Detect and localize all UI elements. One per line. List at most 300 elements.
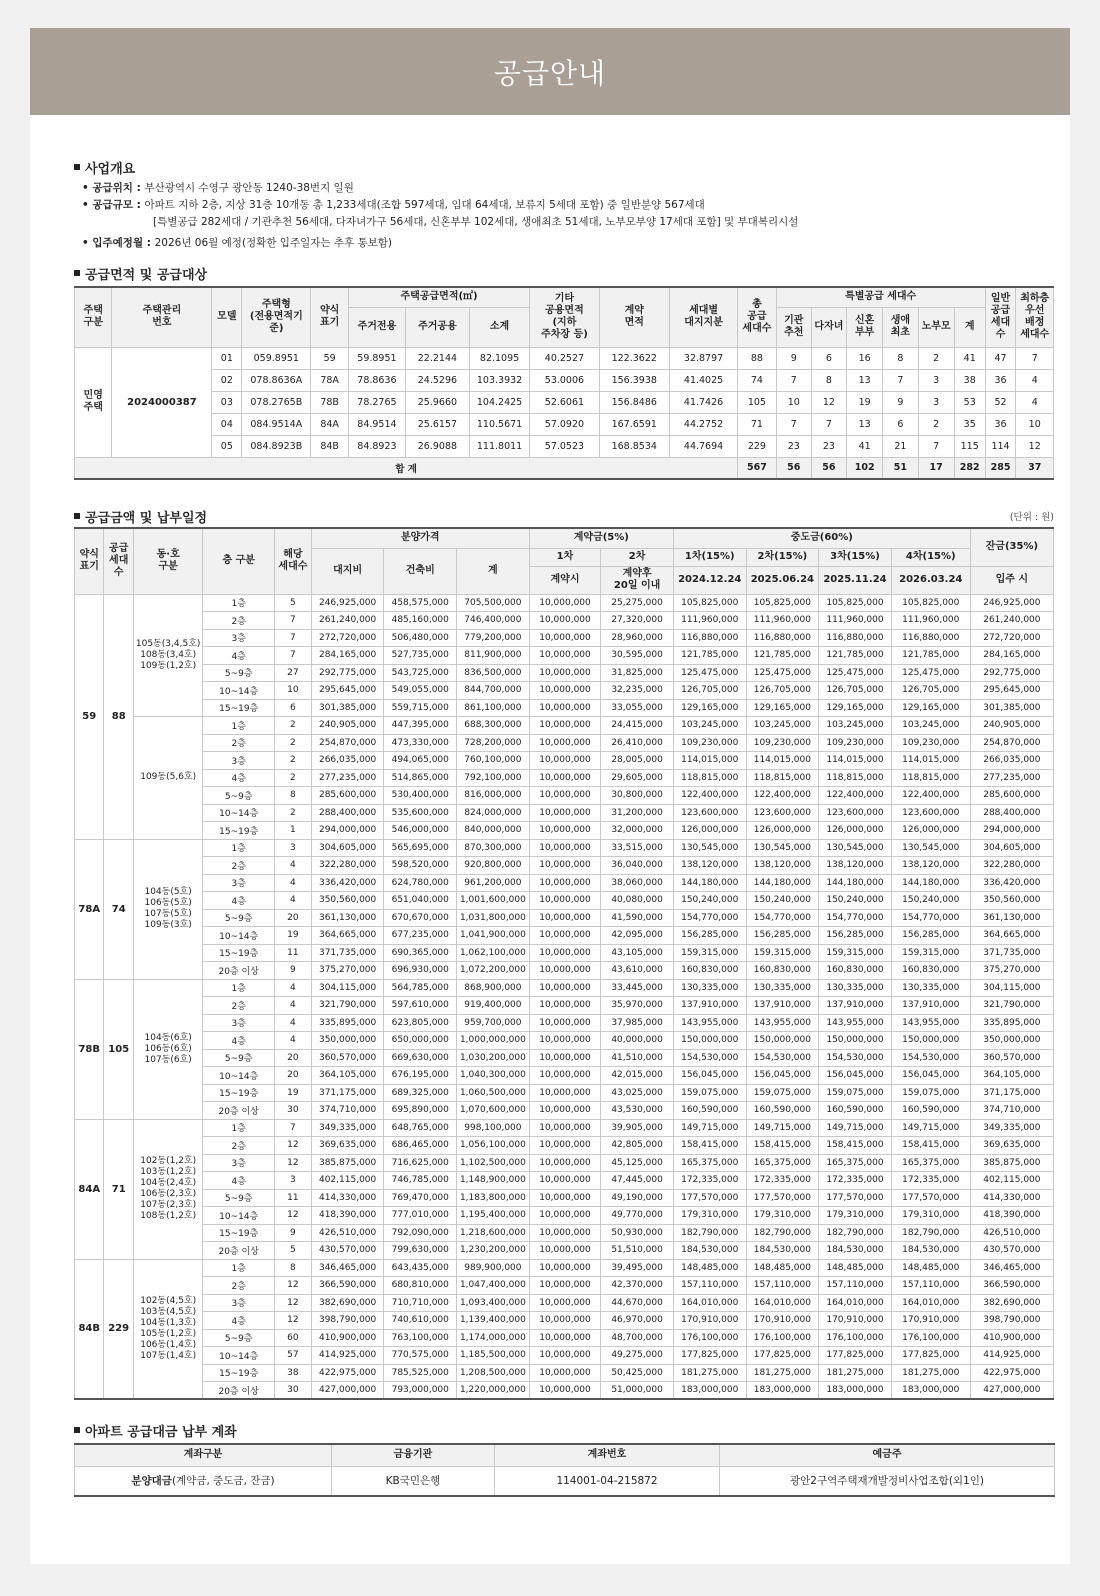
table-row — [75, 997, 1054, 1015]
table-cell: 126,705,000 — [673, 682, 746, 700]
table-cell: 989,900,000 — [457, 1259, 530, 1277]
table-cell: 45,125,000 — [601, 1154, 674, 1172]
table-cell: 779,200,000 — [457, 629, 530, 647]
table-cell: 266,035,000 — [970, 752, 1053, 770]
table-cell: 361,130,000 — [311, 909, 384, 927]
table-cell: 114,015,000 — [891, 752, 970, 770]
table-cell: 3층 — [203, 874, 275, 892]
table-cell: 130,545,000 — [891, 839, 970, 857]
table-cell: 184,530,000 — [891, 1242, 970, 1260]
table-cell: 10,000,000 — [529, 1084, 601, 1102]
table-cell: 30 — [274, 1102, 311, 1120]
table-cell: 793,000,000 — [384, 1382, 457, 1400]
type-abbr-cell: 59 — [75, 594, 104, 839]
table-cell: 32,000,000 — [601, 822, 674, 840]
table-cell: 51,000,000 — [601, 1382, 674, 1400]
header-type: 주택형 (전용면적기준) — [242, 287, 311, 347]
header-m4: 4차(15%) — [891, 548, 970, 566]
table-cell: 42,095,000 — [601, 927, 674, 945]
table-cell: 426,510,000 — [970, 1224, 1053, 1242]
table-cell: 1층 — [203, 839, 275, 857]
table-cell: 402,115,000 — [970, 1172, 1053, 1190]
table-cell: 168.8534 — [599, 435, 669, 457]
table-row — [75, 1014, 1054, 1032]
table-cell: 277,235,000 — [311, 769, 384, 787]
table-cell: 49,275,000 — [601, 1347, 674, 1365]
table-cell: 126,705,000 — [891, 682, 970, 700]
table-cell: 336,420,000 — [311, 874, 384, 892]
table-cell: 844,700,000 — [457, 682, 530, 700]
table-cell: 40,080,000 — [601, 892, 674, 910]
table-cell: 118,815,000 — [819, 769, 892, 787]
table-cell: 670,670,000 — [384, 909, 457, 927]
table-cell: 2 — [274, 717, 311, 735]
header-d1-when: 계약시 — [529, 566, 601, 594]
table-cell: 123,600,000 — [673, 804, 746, 822]
table-row — [75, 682, 1054, 700]
table-cell: 150,000,000 — [819, 1032, 892, 1050]
table-cell: 10 — [776, 391, 811, 413]
table-cell: 44.7694 — [669, 435, 737, 457]
table-cell: 361,130,000 — [970, 909, 1053, 927]
table-row — [75, 391, 1054, 413]
table-cell: 144,180,000 — [746, 874, 819, 892]
table-cell: 182,790,000 — [891, 1224, 970, 1242]
table-cell: 1,030,200,000 — [457, 1049, 530, 1067]
table-cell: 150,000,000 — [891, 1032, 970, 1050]
table-cell: 156,285,000 — [673, 927, 746, 945]
table-cell: 543,725,000 — [384, 664, 457, 682]
table-cell: 10,000,000 — [529, 1189, 601, 1207]
table-cell: 177,825,000 — [673, 1347, 746, 1365]
header-sp-newly: 신혼 부부 — [847, 307, 883, 347]
table-cell: 4층 — [203, 1172, 275, 1190]
table-cell: 177,570,000 — [891, 1189, 970, 1207]
account-header-type: 계좌구분 — [75, 1444, 332, 1466]
table-cell: 164,010,000 — [746, 1294, 819, 1312]
account-row — [75, 1466, 1055, 1496]
table-cell: 10~14층 — [203, 1067, 275, 1085]
dong-cell: 102동(1,2호) 103동(1,2호) 104동(2,4호) 106동(2,3호) 107동(2,3호) 108동(1,2호) — [133, 1119, 202, 1259]
table-cell: 01 — [212, 347, 242, 369]
table-cell: 159,075,000 — [819, 1084, 892, 1102]
table-cell: 159,315,000 — [746, 944, 819, 962]
table-cell: 126,000,000 — [746, 822, 819, 840]
table-cell: 176,100,000 — [891, 1329, 970, 1347]
price-heading: 공급금액 및 납부일정 — [74, 507, 207, 525]
table-cell: 126,705,000 — [746, 682, 819, 700]
table-cell: 31,200,000 — [601, 804, 674, 822]
total-cell: 51 — [883, 457, 918, 479]
table-cell: 430,570,000 — [970, 1242, 1053, 1260]
table-cell: 111,960,000 — [819, 612, 892, 630]
table-cell: 129,165,000 — [891, 699, 970, 717]
table-cell: 46,970,000 — [601, 1312, 674, 1330]
table-cell: 688,300,000 — [457, 717, 530, 735]
table-cell: 728,200,000 — [457, 734, 530, 752]
table-cell: 78B — [311, 391, 348, 413]
table-cell: 364,665,000 — [970, 927, 1053, 945]
table-cell: 1,148,900,000 — [457, 1172, 530, 1190]
table-cell: 261,240,000 — [970, 612, 1053, 630]
table-cell: 150,240,000 — [819, 892, 892, 910]
header-deposit: 계약금(5%) — [529, 528, 673, 548]
table-cell: 959,700,000 — [457, 1014, 530, 1032]
table-cell: 116,880,000 — [673, 629, 746, 647]
table-cell: 364,105,000 — [970, 1067, 1053, 1085]
table-row — [75, 1242, 1054, 1260]
table-cell: 427,000,000 — [970, 1382, 1053, 1400]
table-cell: 375,270,000 — [311, 962, 384, 980]
table-cell: 254,870,000 — [311, 734, 384, 752]
table-cell: 10,000,000 — [529, 734, 601, 752]
table-cell: 272,720,000 — [970, 629, 1053, 647]
table-cell: 105,825,000 — [746, 594, 819, 612]
table-cell: 364,665,000 — [311, 927, 384, 945]
table-cell: 1,060,500,000 — [457, 1084, 530, 1102]
table-cell: 7 — [1016, 347, 1054, 369]
table-cell: 167.6591 — [599, 413, 669, 435]
table-cell: 125,475,000 — [746, 664, 819, 682]
total-cell: 37 — [1016, 457, 1054, 479]
dong-cell: 105동(3,4,5호) 108동(3,4호) 109동(1,2호) — [133, 594, 202, 717]
table-cell: 24,415,000 — [601, 717, 674, 735]
account-type: 분양대금(계약금, 중도금, 잔금) — [75, 1466, 332, 1496]
table-cell: 156,045,000 — [819, 1067, 892, 1085]
table-cell: 53 — [954, 391, 985, 413]
table-cell: 870,300,000 — [457, 839, 530, 857]
table-cell: 118,815,000 — [891, 769, 970, 787]
table-cell: 182,790,000 — [819, 1224, 892, 1242]
table-cell: 57.0523 — [530, 435, 599, 457]
table-cell: 144,180,000 — [891, 874, 970, 892]
header-supply-area: 주택공급면적(㎡) — [348, 287, 529, 307]
table-cell: 10,000,000 — [529, 1154, 601, 1172]
total-cell: 282 — [954, 457, 985, 479]
table-cell: 266,035,000 — [311, 752, 384, 770]
table-cell: 12 — [274, 1207, 311, 1225]
table-cell: 41.7426 — [669, 391, 737, 413]
table-cell: 10,000,000 — [529, 962, 601, 980]
table-cell: 240,905,000 — [311, 717, 384, 735]
table-cell: 8 — [274, 787, 311, 805]
table-cell: 181,275,000 — [673, 1364, 746, 1382]
table-cell: 811,900,000 — [457, 647, 530, 665]
table-cell: 10,000,000 — [529, 804, 601, 822]
header-sp-multi: 다자녀 — [811, 307, 846, 347]
table-cell: 10,000,000 — [529, 822, 601, 840]
table-cell: 165,375,000 — [819, 1154, 892, 1172]
table-cell: 149,715,000 — [891, 1119, 970, 1137]
table-cell: 10,000,000 — [529, 909, 601, 927]
table-cell: 7 — [918, 435, 954, 457]
table-cell: 111,960,000 — [746, 612, 819, 630]
table-row — [75, 699, 1054, 717]
table-cell: 130,545,000 — [673, 839, 746, 857]
table-cell: 1,041,900,000 — [457, 927, 530, 945]
table-cell: 840,000,000 — [457, 822, 530, 840]
table-cell: 160,830,000 — [891, 962, 970, 980]
total-cell: 56 — [776, 457, 811, 479]
table-cell: 160,590,000 — [673, 1102, 746, 1120]
table-cell: 350,000,000 — [970, 1032, 1053, 1050]
table-cell: 350,560,000 — [970, 892, 1053, 910]
table-cell: 12 — [274, 1277, 311, 1295]
table-cell: 1,185,500,000 — [457, 1347, 530, 1365]
table-cell: 33,515,000 — [601, 839, 674, 857]
table-cell: 74 — [738, 369, 776, 391]
table-cell: 21 — [883, 435, 918, 457]
table-cell: 430,570,000 — [311, 1242, 384, 1260]
table-cell: 118,815,000 — [673, 769, 746, 787]
table-cell: 42,805,000 — [601, 1137, 674, 1155]
table-cell: 1,220,000,000 — [457, 1382, 530, 1400]
table-cell: 458,575,000 — [384, 594, 457, 612]
table-cell: 150,000,000 — [673, 1032, 746, 1050]
table-cell: 229 — [738, 435, 776, 457]
table-cell: 301,385,000 — [311, 699, 384, 717]
table-cell: 763,100,000 — [384, 1329, 457, 1347]
table-cell: 710,710,000 — [384, 1294, 457, 1312]
table-cell: 157,110,000 — [746, 1277, 819, 1295]
header-land: 세대별 대지지분 — [669, 287, 737, 347]
header-sp-sum: 계 — [954, 307, 985, 347]
overview-scale-detail: [특별공급 282세대 / 기관추천 56세대, 다자녀가구 56세대, 신혼부부 102세대, 생애최초 51세대, 노부모부양 17세대 포함] 및 부대복리시설 — [153, 216, 799, 228]
table-cell: 41 — [954, 347, 985, 369]
table-cell: 294,000,000 — [970, 822, 1053, 840]
table-cell: 414,330,000 — [311, 1189, 384, 1207]
table-cell: 369,635,000 — [970, 1137, 1053, 1155]
page — [30, 28, 1070, 1564]
table-cell: 1,070,600,000 — [457, 1102, 530, 1120]
table-cell: 35,970,000 — [601, 997, 674, 1015]
table-cell: 52 — [985, 391, 1016, 413]
account-header-bank: 금융기관 — [332, 1444, 495, 1466]
table-cell: 183,000,000 — [819, 1382, 892, 1400]
table-cell: 385,875,000 — [311, 1154, 384, 1172]
total-cell: 56 — [811, 457, 846, 479]
table-row — [75, 435, 1054, 457]
table-cell: 740,610,000 — [384, 1312, 457, 1330]
table-cell: 422,975,000 — [311, 1364, 384, 1382]
table-cell: 2 — [274, 734, 311, 752]
table-cell: 7 — [274, 1119, 311, 1137]
table-cell: 7 — [883, 369, 918, 391]
table-cell: 126,000,000 — [673, 822, 746, 840]
area-heading: 공급면적 및 공급대상 — [74, 264, 1054, 282]
table-cell: 41,510,000 — [601, 1049, 674, 1067]
table-cell: 116,880,000 — [891, 629, 970, 647]
table-cell: 494,065,000 — [384, 752, 457, 770]
table-cell: 426,510,000 — [311, 1224, 384, 1242]
table-cell: 111.8011 — [469, 435, 529, 457]
header-m4-date: 2026.03.24 — [891, 566, 970, 594]
table-cell: 52.6061 — [530, 391, 599, 413]
table-cell: 156,045,000 — [673, 1067, 746, 1085]
table-cell: 84A — [311, 413, 348, 435]
table-row — [75, 1067, 1054, 1085]
table-cell: 1,208,500,000 — [457, 1364, 530, 1382]
table-cell: 304,605,000 — [311, 839, 384, 857]
table-cell: 1 — [274, 822, 311, 840]
table-cell: 40.2527 — [530, 347, 599, 369]
table-cell: 157,110,000 — [673, 1277, 746, 1295]
table-cell: 304,605,000 — [970, 839, 1053, 857]
header-contract-area: 계약 면적 — [599, 287, 669, 347]
table-cell: 059.8951 — [242, 347, 311, 369]
header-m3: 3차(15%) — [819, 548, 892, 566]
table-cell: 104.2425 — [469, 391, 529, 413]
table-cell: 12 — [274, 1137, 311, 1155]
table-row — [75, 1259, 1054, 1277]
table-cell: 40,000,000 — [601, 1032, 674, 1050]
table-cell: 03 — [212, 391, 242, 413]
table-cell: 10,000,000 — [529, 1364, 601, 1382]
table-cell: 164,010,000 — [673, 1294, 746, 1312]
table-cell: 165,375,000 — [891, 1154, 970, 1172]
table-cell: 294,000,000 — [311, 822, 384, 840]
table-cell: 322,280,000 — [311, 857, 384, 875]
table-cell: 150,240,000 — [891, 892, 970, 910]
table-cell: 549,055,000 — [384, 682, 457, 700]
table-cell: 366,590,000 — [970, 1277, 1053, 1295]
table-cell: 078.8636A — [242, 369, 311, 391]
total-row — [75, 457, 1054, 479]
table-cell: 5~9층 — [203, 909, 275, 927]
table-cell: 114,015,000 — [819, 752, 892, 770]
table-cell: 10,000,000 — [529, 874, 601, 892]
table-cell: 60 — [274, 1329, 311, 1347]
table-cell: 10,000,000 — [529, 1224, 601, 1242]
table-cell: 792,090,000 — [384, 1224, 457, 1242]
table-cell: 43,530,000 — [601, 1102, 674, 1120]
table-cell: 103,245,000 — [673, 717, 746, 735]
table-cell: 130,335,000 — [891, 979, 970, 997]
table-cell: 559,715,000 — [384, 699, 457, 717]
table-cell: 705,500,000 — [457, 594, 530, 612]
table-cell: 44.2752 — [669, 413, 737, 435]
table-cell: 02 — [212, 369, 242, 391]
table-cell: 696,930,000 — [384, 962, 457, 980]
table-cell: 179,310,000 — [819, 1207, 892, 1225]
table-cell: 138,120,000 — [819, 857, 892, 875]
table-cell: 3 — [274, 1172, 311, 1190]
table-cell: 1층 — [203, 594, 275, 612]
table-cell: 10,000,000 — [529, 1277, 601, 1295]
table-cell: 181,275,000 — [891, 1364, 970, 1382]
table-cell: 366,590,000 — [311, 1277, 384, 1295]
table-cell: 154,770,000 — [746, 909, 819, 927]
table-cell: 36 — [985, 369, 1016, 391]
table-cell: 321,790,000 — [311, 997, 384, 1015]
table-cell: 7 — [274, 629, 311, 647]
table-cell: 690,365,000 — [384, 944, 457, 962]
table-cell: 427,000,000 — [311, 1382, 384, 1400]
table-row — [75, 347, 1054, 369]
table-cell: 41,590,000 — [601, 909, 674, 927]
type-units-cell: 74 — [104, 839, 133, 979]
table-cell: 1,139,400,000 — [457, 1312, 530, 1330]
bullet-square-icon — [74, 164, 80, 170]
table-cell: 123,600,000 — [746, 804, 819, 822]
table-cell: 374,710,000 — [311, 1102, 384, 1120]
table-cell: 648,765,000 — [384, 1119, 457, 1137]
table-row — [75, 1347, 1054, 1365]
table-cell: 785,525,000 — [384, 1364, 457, 1382]
table-cell: 150,240,000 — [673, 892, 746, 910]
table-cell: 410,900,000 — [311, 1329, 384, 1347]
table-cell: 103,245,000 — [891, 717, 970, 735]
table-cell: 084.8923B — [242, 435, 311, 457]
table-cell: 084.9514A — [242, 413, 311, 435]
table-cell: 1,000,000,000 — [457, 1032, 530, 1050]
table-cell: 137,910,000 — [746, 997, 819, 1015]
table-cell: 418,390,000 — [970, 1207, 1053, 1225]
table-cell: 10,000,000 — [529, 787, 601, 805]
table-cell: 109,230,000 — [673, 734, 746, 752]
table-cell: 1층 — [203, 1119, 275, 1137]
table-cell: 4 — [1016, 391, 1054, 413]
table-row — [75, 1294, 1054, 1312]
price-heading-row — [74, 507, 1054, 525]
table-cell: 597,610,000 — [384, 997, 457, 1015]
table-cell: 10,000,000 — [529, 664, 601, 682]
table-cell: 349,335,000 — [311, 1119, 384, 1137]
table-cell: 122,400,000 — [673, 787, 746, 805]
table-cell: 8 — [274, 1259, 311, 1277]
table-cell: 36 — [985, 413, 1016, 435]
table-cell: 7 — [811, 413, 846, 435]
table-cell: 144,180,000 — [819, 874, 892, 892]
header-d2-when: 계약후 20일 이내 — [601, 566, 674, 594]
table-row — [75, 804, 1054, 822]
table-cell: 304,115,000 — [311, 979, 384, 997]
table-cell: 118,815,000 — [746, 769, 819, 787]
table-cell: 36,040,000 — [601, 857, 674, 875]
header-m3-date: 2025.11.24 — [819, 566, 892, 594]
table-cell: 15~19층 — [203, 1084, 275, 1102]
table-cell: 364,105,000 — [311, 1067, 384, 1085]
table-cell: 43,105,000 — [601, 944, 674, 962]
table-cell: 126,000,000 — [819, 822, 892, 840]
table-cell: 2 — [274, 752, 311, 770]
table-cell: 154,530,000 — [673, 1049, 746, 1067]
table-cell: 38,060,000 — [601, 874, 674, 892]
table-cell: 160,830,000 — [746, 962, 819, 980]
table-cell: 650,000,000 — [384, 1032, 457, 1050]
account-header-row — [75, 1444, 1055, 1466]
table-cell: 156,285,000 — [819, 927, 892, 945]
table-cell: 10,000,000 — [529, 997, 601, 1015]
table-cell: 12 — [811, 391, 846, 413]
table-cell: 680,810,000 — [384, 1277, 457, 1295]
table-cell: 143,955,000 — [891, 1014, 970, 1032]
table-cell: 288,400,000 — [311, 804, 384, 822]
table-cell: 3층 — [203, 629, 275, 647]
table-row — [75, 874, 1054, 892]
table-cell: 369,635,000 — [311, 1137, 384, 1155]
table-row — [75, 927, 1054, 945]
table-row — [75, 962, 1054, 980]
table-cell: 799,630,000 — [384, 1242, 457, 1260]
table-cell: 6 — [811, 347, 846, 369]
table-cell: 126,705,000 — [819, 682, 892, 700]
table-cell: 4 — [1016, 369, 1054, 391]
table-cell: 123,600,000 — [891, 804, 970, 822]
table-cell: 10,000,000 — [529, 1049, 601, 1067]
table-cell: 919,400,000 — [457, 997, 530, 1015]
mgmt-no-cell: 2024000387 — [112, 347, 212, 457]
